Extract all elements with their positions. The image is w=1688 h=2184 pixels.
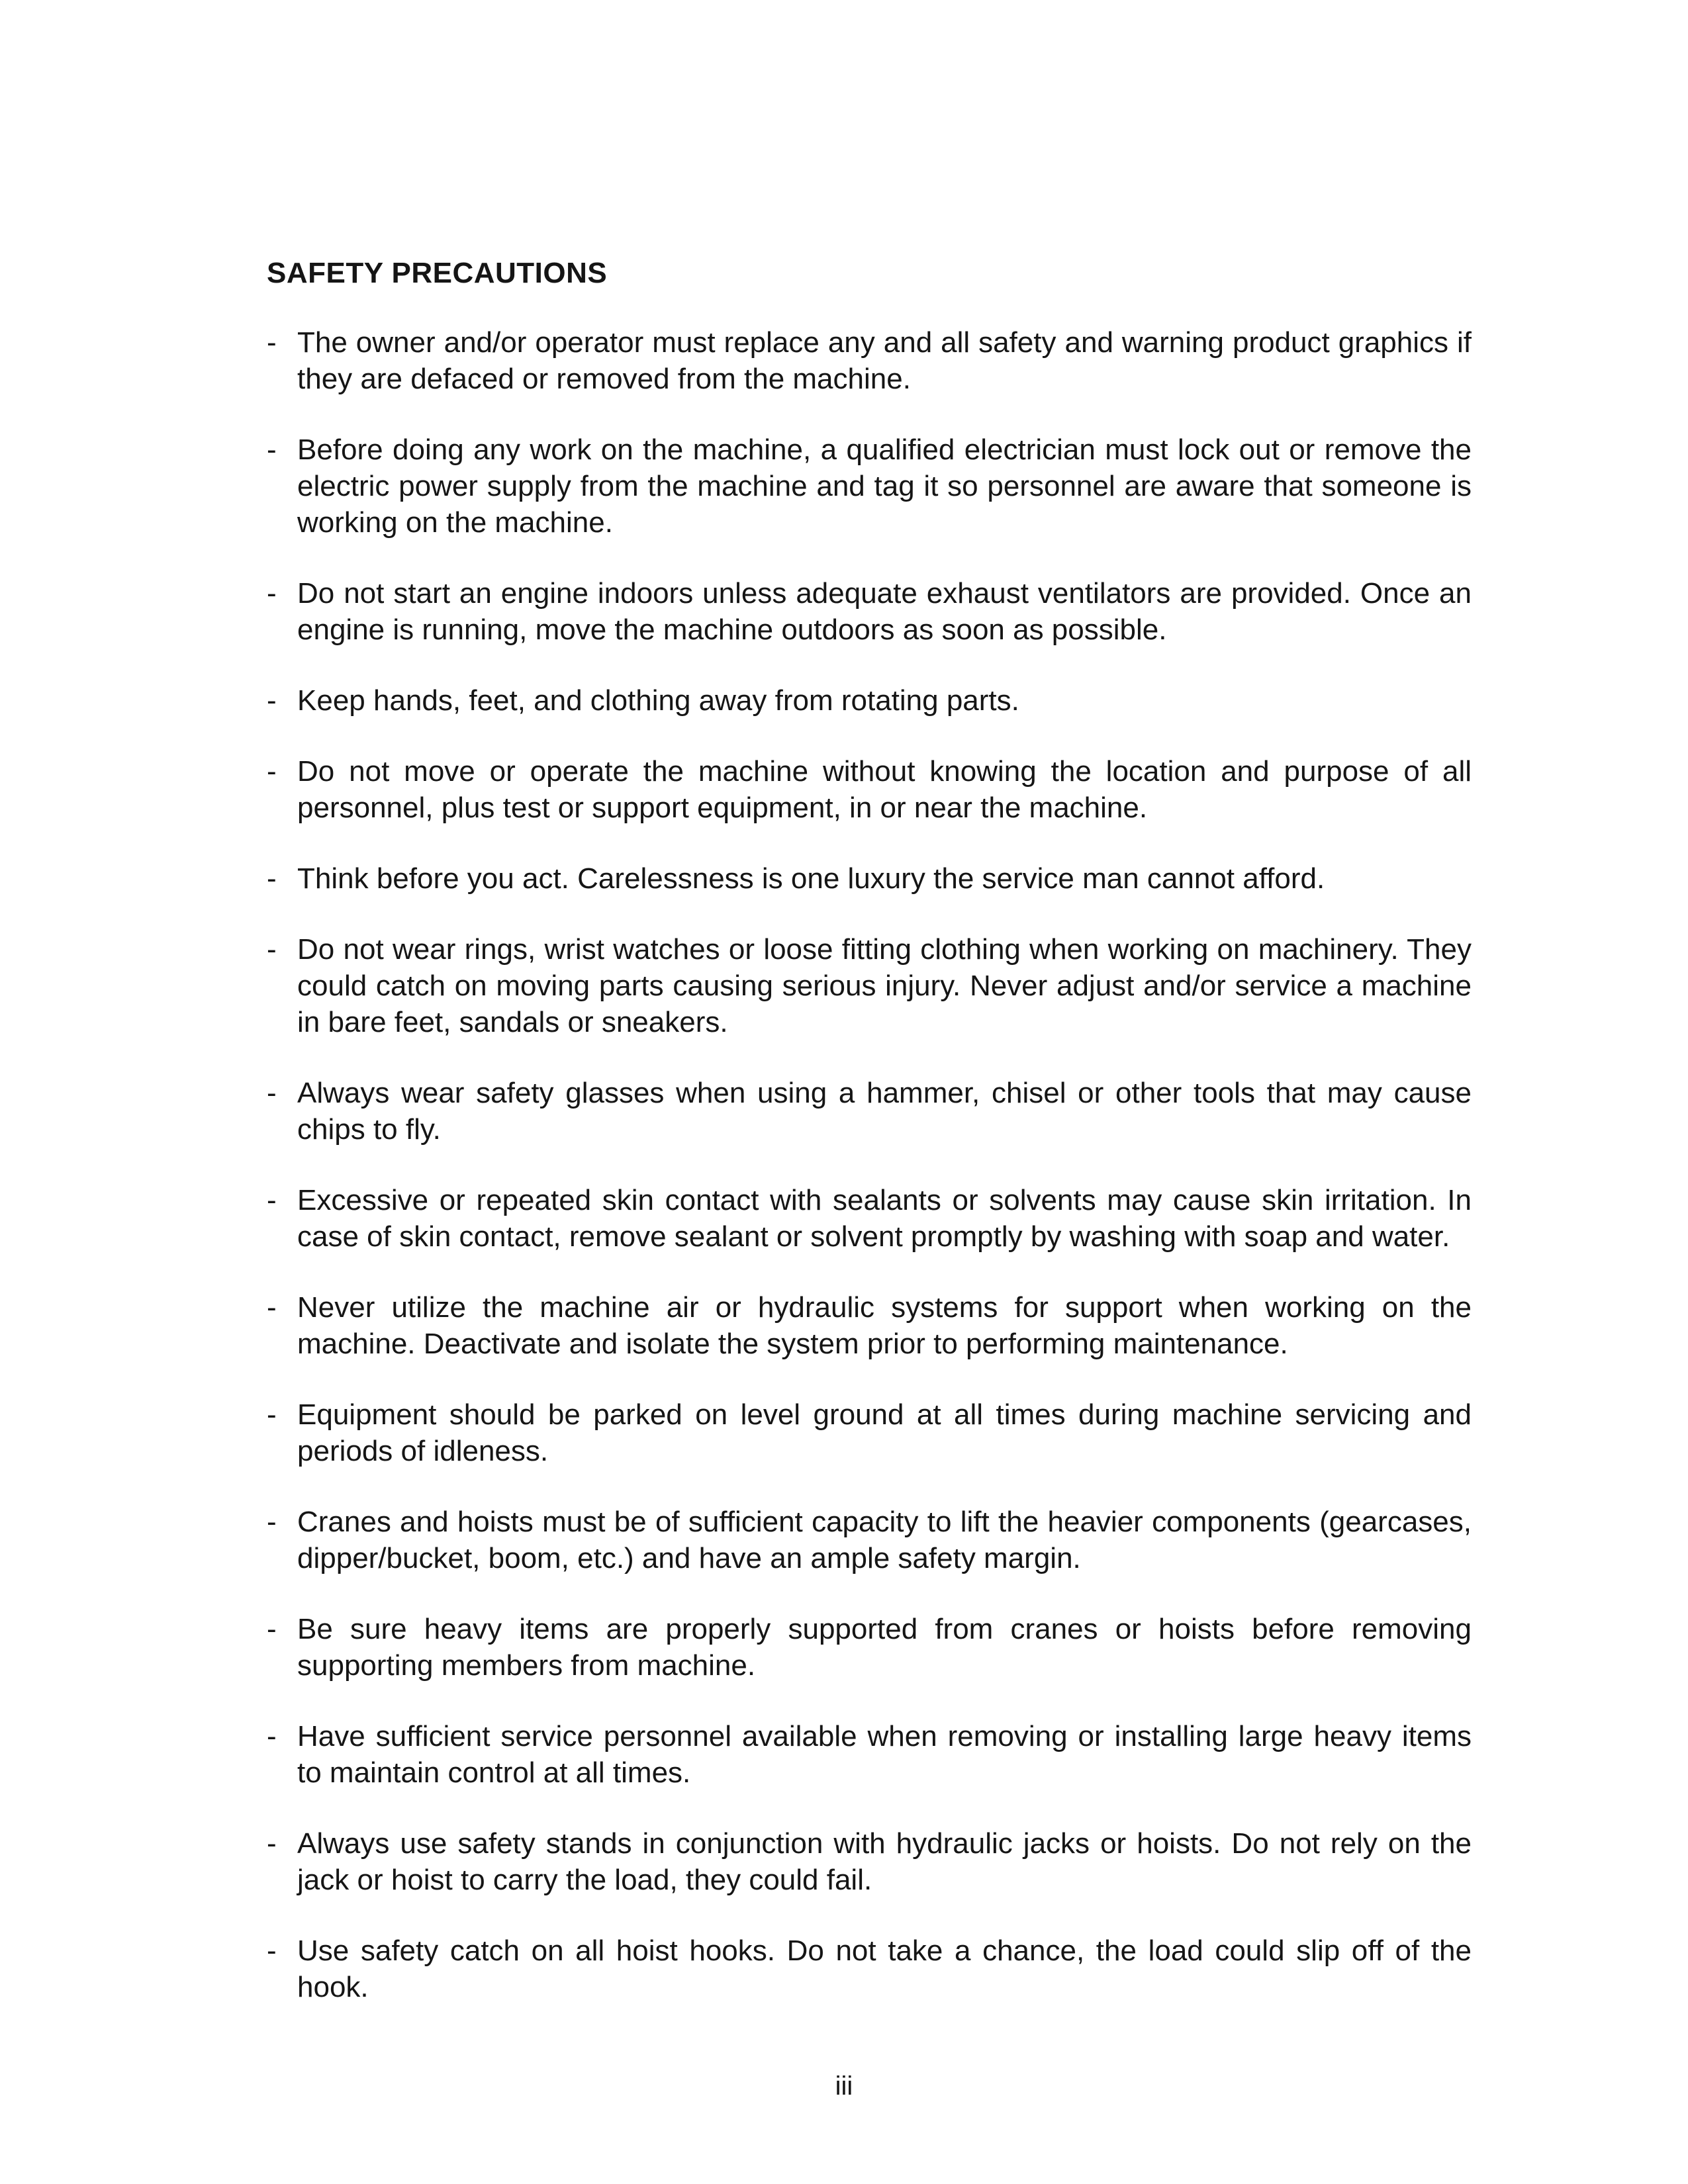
bullet-dash: - [267,1291,277,1324]
bullet-dash: - [267,862,277,895]
list-item [267,753,1472,826]
page-number: iii [835,2071,853,2101]
bullet-dash: - [267,1184,277,1216]
safety-precautions-list [267,324,1472,2040]
list-item [267,1718,1472,1791]
list-item [267,1825,1472,1898]
list-item [267,682,1472,719]
list-item-text: Always use safety stands in conjunction with hydraulic jacks or hoists. Do not rely on the jack or hoist to carry the load, they could fail. [297,1827,1472,1896]
bullet-dash: - [267,755,277,788]
list-item-text: Do not move or operate the machine without knowing the location and purpose of all personnel, plus test or support equipment, in or near the machine. [297,755,1472,824]
page-title: SAFETY PRECAUTIONS [267,257,608,289]
list-item-text: Cranes and hoists must be of sufficient capacity to lift the heavier components (gearcases, dipper/bucket, boom, etc.) and have an ample safety margin. [297,1506,1472,1574]
list-item-text: Before doing any work on the machine, a qualified electrician must lock out or remove the electric power supply from the machine and tag it so personnel are aware that someone is working on the machine. [297,433,1472,539]
bullet-dash: - [267,1934,277,1967]
list-item [267,1504,1472,1576]
bullet-dash: - [267,1398,277,1431]
list-item [267,1396,1472,1469]
bullet-dash: - [267,933,277,966]
list-item [267,1075,1472,1148]
list-item [267,1933,1472,2005]
bullet-dash: - [267,577,277,610]
bullet-dash: - [267,433,277,466]
bullet-dash: - [267,1720,277,1752]
list-item [267,1611,1472,1684]
list-item-text: The owner and/or operator must replace any and all safety and warning product graphics if they are defaced or removed from the machine. [297,326,1472,395]
list-item-text: Be sure heavy items are properly supported from cranes or hoists before removing supporting members from machine. [297,1613,1472,1682]
list-item-text: Excessive or repeated skin contact with sealants or solvents may cause skin irritation. In case of skin contact, remove sealant or solvent promptly by washing with soap and water. [297,1184,1472,1253]
list-item-text: Use safety catch on all hoist hooks. Do not take a chance, the load could slip off of the hook. [297,1934,1472,2003]
list-item [267,1182,1472,1255]
bullet-dash: - [267,1613,277,1645]
list-item [267,1289,1472,1362]
bullet-dash: - [267,1506,277,1538]
bullet-dash: - [267,1077,277,1109]
bullet-dash: - [267,1827,277,1860]
list-item [267,432,1472,541]
list-item-text: Keep hands, feet, and clothing away from rotating parts. [297,684,1019,717]
list-item-text: Have sufficient service personnel available when removing or installing large heavy items to maintain control at all times. [297,1720,1472,1789]
list-item-text: Never utilize the machine air or hydraulic systems for support when working on the machine. Deactivate and isolate the system prior to performing maintenance. [297,1291,1472,1360]
list-item-text: Do not wear rings, wrist watches or loose fitting clothing when working on machinery. They could catch on moving parts causing serious injury. Never adjust and/or service a machine in bare feet, sandals or sneakers. [297,933,1472,1038]
list-item-text: Always wear safety glasses when using a hammer, chisel or other tools that may cause chips to fly. [297,1077,1472,1146]
list-item [267,575,1472,648]
list-item [267,860,1472,897]
list-item-text: Equipment should be parked on level ground at all times during machine servicing and periods of idleness. [297,1398,1472,1467]
list-item [267,324,1472,397]
bullet-dash: - [267,326,277,359]
bullet-dash: - [267,684,277,717]
list-item [267,931,1472,1040]
list-item-text: Do not start an engine indoors unless adequate exhaust ventilators are provided. Once an engine is running, move the machine outdoors as soon as possible. [297,577,1472,646]
list-item-text: Think before you act. Carelessness is one luxury the service man cannot afford. [297,862,1325,895]
